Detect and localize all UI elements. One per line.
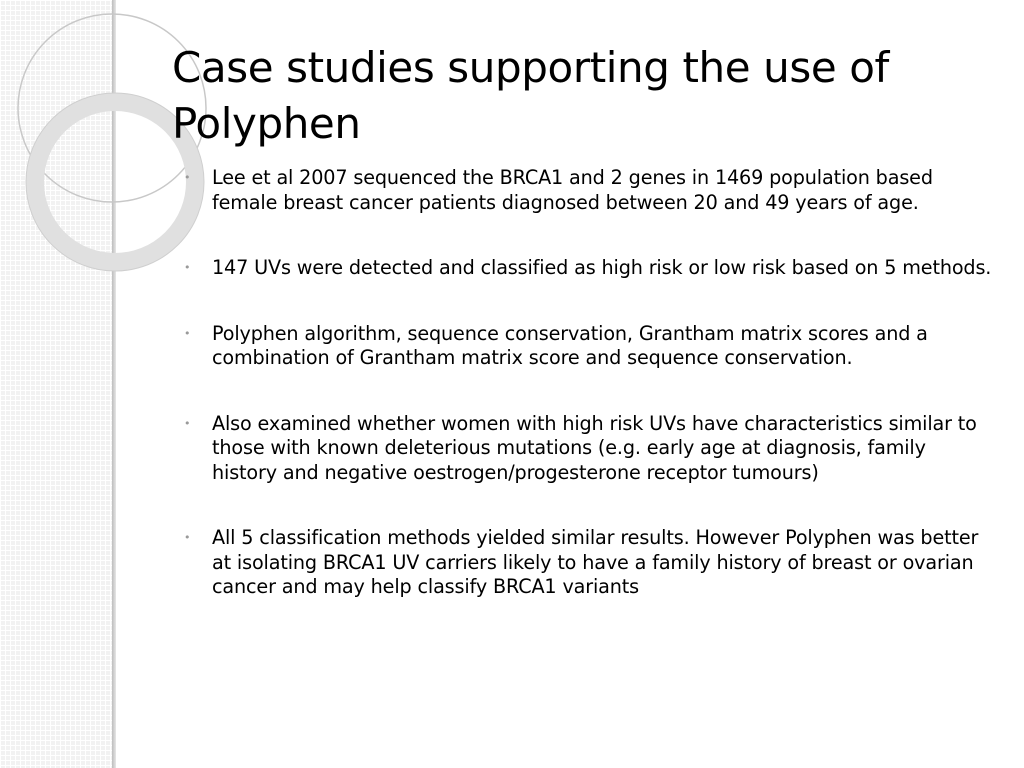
bullet-text: All 5 classification methods yielded similar results. However Polyphen was better at isolating BRCA1 UV carriers likely to have a family history of breast or ovarian cancer and may help classify BRCA1 variants <box>212 526 979 598</box>
bullet-item <box>184 412 996 486</box>
bullet-list <box>184 166 996 641</box>
bullet-item <box>184 256 996 281</box>
bullet-item <box>184 526 996 600</box>
bullet-icon: • <box>184 326 191 340</box>
decorative-circles <box>0 0 200 300</box>
bullet-text: 147 UVs were detected and classified as high risk or low risk based on 5 methods. <box>212 256 992 279</box>
bullet-item <box>184 166 996 215</box>
slide-title: Case studies supporting the use of Polyphen <box>172 43 889 148</box>
bullet-icon: • <box>184 416 191 430</box>
bullet-text: Lee et al 2007 sequenced the BRCA1 and 2 genes in 1469 population based female breast cancer patients diagnosed between 20 and 49 years of age. <box>212 166 933 214</box>
bullet-text: Polyphen algorithm, sequence conservation, Grantham matrix scores and a combination of Grantham matrix score and sequence conservation. <box>212 321 928 369</box>
bullet-text: Also examined whether women with high risk UVs have characteristics similar to those with known deleterious mutations (e.g. early age at diagnosis, family history and negative oestrogen/progesterone receptor tumours) <box>212 411 977 484</box>
bullet-icon: • <box>184 531 191 544</box>
bullet-icon: • <box>184 261 191 274</box>
bullet-icon: • <box>184 171 191 184</box>
bullet-item <box>184 322 996 371</box>
